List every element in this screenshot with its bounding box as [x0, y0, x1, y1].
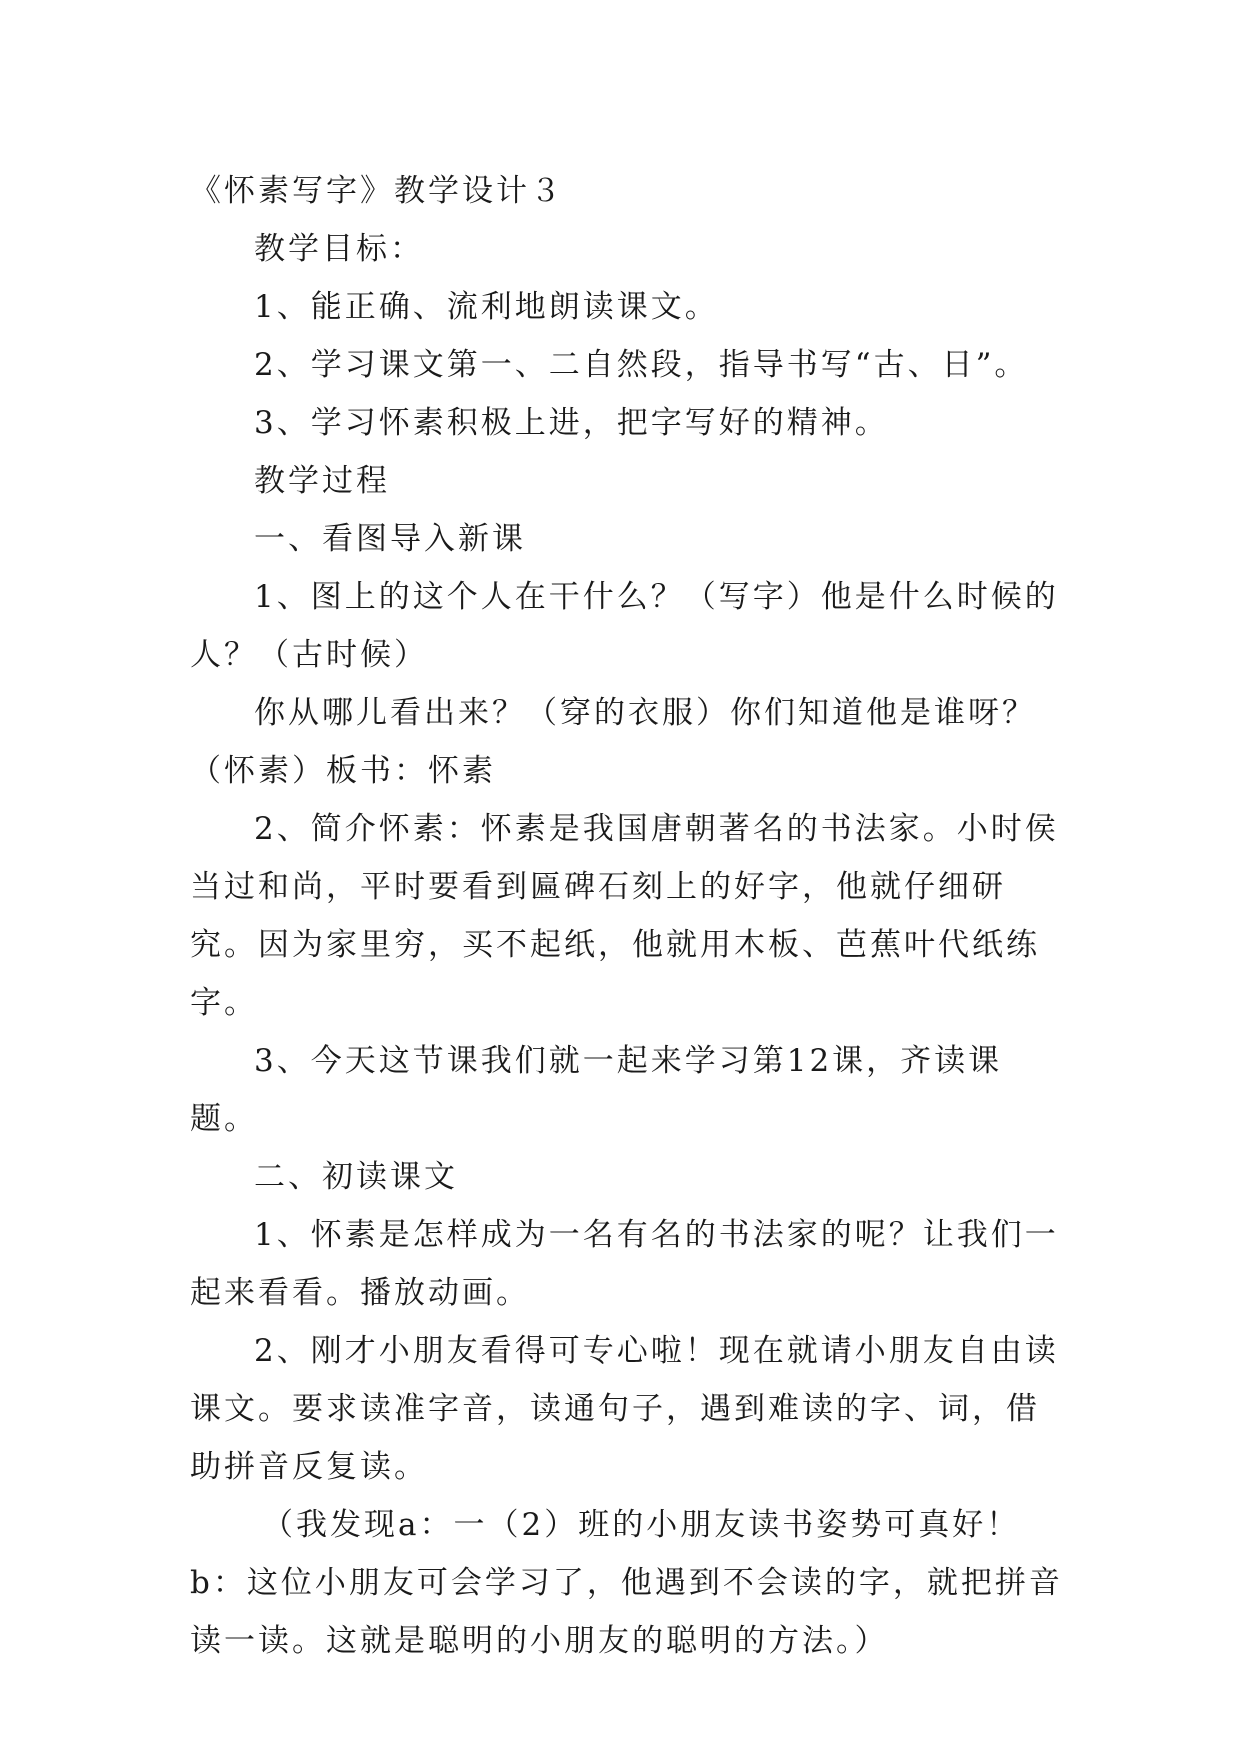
paragraph-section-1-item-3: 3、今天这节课我们就一起来学习第12课，齐读课题。 — [190, 1043, 1003, 1137]
document-title: 《怀素写字》教学设计３ — [190, 173, 564, 209]
paragraph-section-2-note: （我发现a：一（2）班的小朋友读书姿势可真好！b：这位小朋友可会学习了，他遇到不会读的字，就把拼音读一读。这就是聪明的小朋友的聪明的方法。） — [190, 1507, 1063, 1659]
paragraph-section-2-item-2: 2、刚才小朋友看得可专心啦！现在就请小朋友自由读课文。要求读准字音，读通句子，遇到难读的字、词，借助拼音反复读。 — [190, 1333, 1059, 1485]
paragraph-section-1-heading: 一、看图导入新课 — [254, 521, 526, 557]
paragraph-section-2-heading: 二、初读课文 — [254, 1159, 458, 1195]
paragraph-section-1-item-1: 1、图上的这个人在干什么？（写字）他是什么时候的人？（古时候） — [190, 579, 1059, 673]
paragraph-process-heading: 教学过程 — [254, 463, 390, 499]
paragraph-section-2-item-1: 1、怀素是怎样成为一名有名的书法家的呢？让我们一起来看看。播放动画。 — [190, 1217, 1059, 1311]
paragraph-goal-3: 3、学习怀素积极上进，把字写好的精神。 — [254, 405, 889, 441]
paragraph-goal-2: 2、学习课文第一、二自然段，指导书写“古、日”。 — [254, 347, 1029, 383]
document-body — [190, 162, 1070, 1670]
paragraph-section-1-followup: 你从哪儿看出来？（穿的衣服）你们知道他是谁呀？（怀素）板书：怀素 — [190, 695, 1036, 789]
paragraph-goal-1: 1、能正确、流利地朗读课文。 — [254, 289, 719, 325]
paragraph-teaching-goals-heading: 教学目标： — [254, 231, 424, 267]
paragraph-section-1-item-2: 2、简介怀素：怀素是我国唐朝著名的书法家。小时侯当过和尚，平时要看到匾碑石刻上的好字，他就仔细研究。因为家里穷，买不起纸，他就用木板、芭蕉叶代纸练字。 — [190, 811, 1059, 1021]
